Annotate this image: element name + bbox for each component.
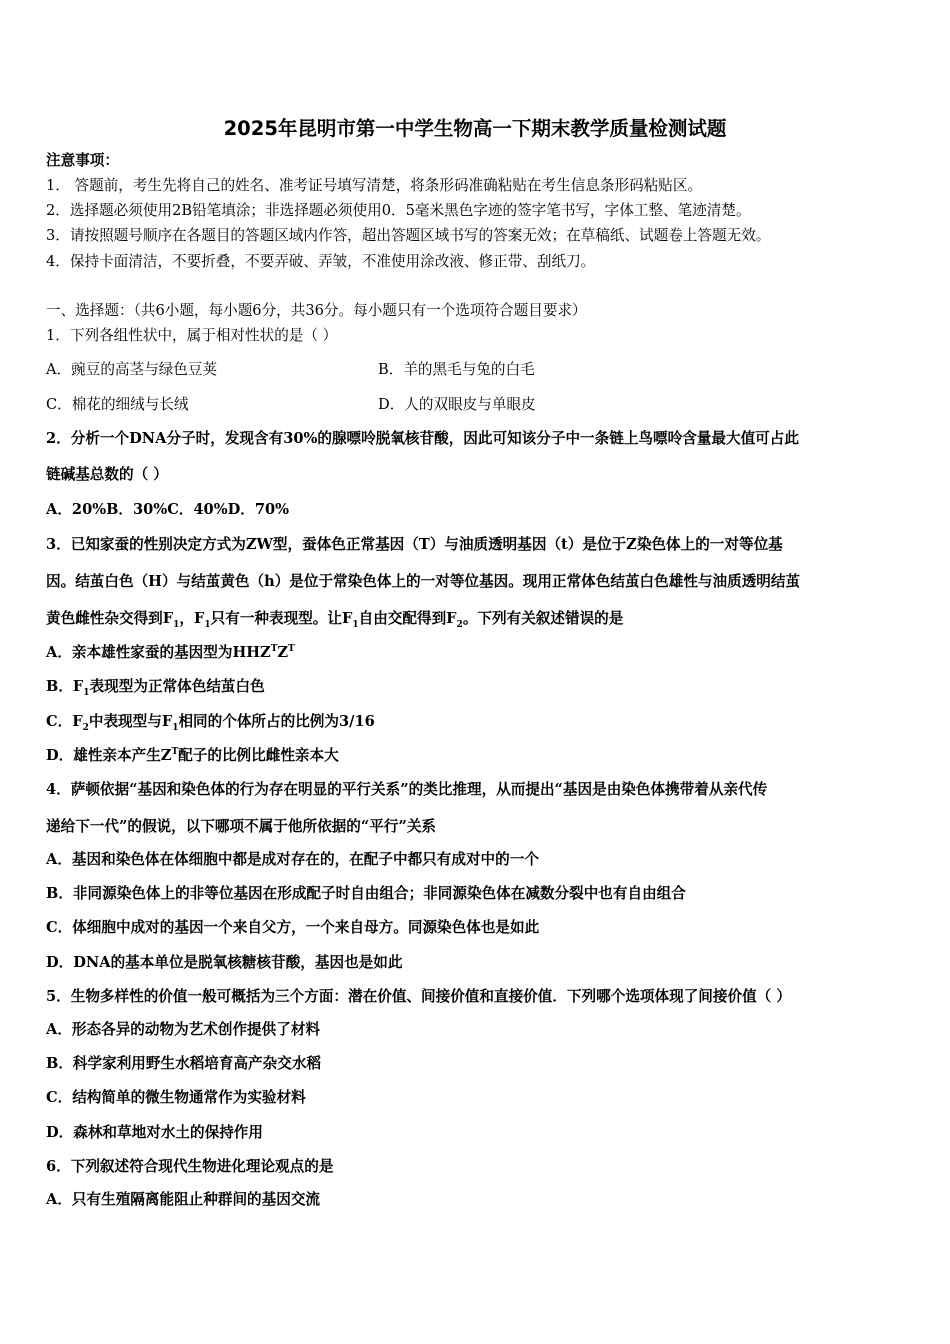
q1-option-a: A．豌豆的高茎与绿色豆荚 bbox=[46, 361, 218, 378]
q6-stem: 6．下列叙述符合现代生物进化理论观点的是 bbox=[46, 1158, 334, 1175]
q3-option-a: A．亲本雄性家蚕的基因型为$HHZ^TZ^T$ bbox=[46, 644, 295, 661]
q4-option-d: D．DNA的基本单位是脱氧核糖核苷酸，基因也是如此 bbox=[46, 954, 403, 971]
q4-option-a: A．基因和染色体在体细胞中都是成对存在的，在配子中都只有成对中的一个 bbox=[46, 851, 539, 868]
q5-option-b: B．科学家利用野生水稻培育高产杂交水稻 bbox=[46, 1055, 322, 1072]
q2-stem-line2: 链碱基总数的（ ） bbox=[46, 466, 168, 483]
q3-stem-line1: 3．已知家蚕的性别决定方式为ZW型，蚕体色正常基因（T）与油质透明基因（t）是位于Z染色体上的一对等位基 bbox=[46, 536, 783, 553]
notice-heading: 注意事项： bbox=[46, 152, 119, 169]
q1-option-d: D．人的双眼皮与单眼皮 bbox=[378, 396, 536, 413]
notice-item-3: 3．请按照题号顺序在各题目的答题区域内作答，超出答题区域书写的答案无效；在草稿纸、试题卷上答题无效。 bbox=[46, 227, 771, 244]
q5-option-d: D．森林和草地对水土的保持作用 bbox=[46, 1124, 263, 1141]
q5-option-a: A．形态各异的动物为艺术创作提供了材料 bbox=[46, 1021, 321, 1038]
q3-option-d: D．雄性亲本产生$Z^T$配子的比例比雌性亲本大 bbox=[46, 747, 339, 764]
q1-option-c: C．棉花的细绒与长绒 bbox=[46, 396, 189, 413]
q2-options: A．20%B．30%C．40%D．70% bbox=[46, 501, 290, 518]
page-title: 2025年昆明市第一中学生物高一下期末教学质量检测试题 bbox=[223, 117, 727, 140]
section-heading: 一、选择题：（共6小题，每小题6分，共36分。每小题只有一个选项符合题目要求） bbox=[46, 302, 587, 319]
q2-stem-line1: 2．分析一个DNA分子时，发现含有30%的腺嘌呤脱氧核苷酸，因此可知该分子中一条链上鸟嘌呤含量最大值可占此 bbox=[46, 430, 799, 447]
q4-stem-line2: 递给下一代”的假说，以下哪项不属于他所依据的“平行”关系 bbox=[46, 818, 437, 835]
notice-item-4: 4．保持卡面清洁，不要折叠，不要弄破、弄皱，不准使用涂改液、修正带、刮纸刀。 bbox=[46, 253, 596, 270]
q4-option-b: B．非同源染色体上的非等位基因在形成配子时自由组合；非同源染色体在减数分裂中也有自由组合 bbox=[46, 885, 686, 902]
q4-stem-line1: 4．萨顿依据“基因和染色体的行为存在明显的平行关系”的类比推理，从而提出“基因是由染色体携带着从亲代传 bbox=[46, 781, 768, 798]
q6-option-a: A．只有生殖隔离能阻止种群间的基因交流 bbox=[46, 1191, 321, 1208]
notice-item-1: 1． 答题前，考生先将自己的姓名、准考证号填写清楚，将条形码准确粘贴在考生信息条形码粘贴区。 bbox=[46, 177, 703, 194]
q1-option-b: B．羊的黑毛与兔的白毛 bbox=[378, 361, 535, 378]
q3-option-c: C．$F_2$中表现型与$F_1$相同的个体所占的比例为3/16 bbox=[46, 713, 375, 733]
q3-stem-line3: 黄色雌性杂交得到$F_1$，$F_1$只有一种表现型。让$F_1$自由交配得到$F_2$。下列有关叙述错误的是 bbox=[46, 610, 624, 630]
notice-item-2: 2．选择题必须使用2B铅笔填涂；非选择题必须使用0．5毫米黑色字迹的签字笔书写，字体工整、笔迹清楚。 bbox=[46, 202, 751, 219]
q5-option-c: C．结构简单的微生物通常作为实验材料 bbox=[46, 1089, 306, 1106]
q1-stem: 1．下列各组性状中，属于相对性状的是（ ） bbox=[46, 327, 338, 344]
q3-stem-line2: 因。结茧白色（H）与结茧黄色（h）是位于常染色体上的一对等位基因。现用正常体色结茧白色雄性与油质透明结茧 bbox=[46, 573, 801, 590]
q4-option-c: C．体细胞中成对的基因一个来自父方，一个来自母方。同源染色体也是如此 bbox=[46, 919, 540, 936]
q5-stem: 5．生物多样性的价值一般可概括为三个方面：潜在价值、间接价值和直接价值．下列哪个选项体现了间接价值（ ） bbox=[46, 988, 791, 1005]
q3-option-b: B．$F_1$表现型为正常体色结茧白色 bbox=[46, 678, 265, 698]
